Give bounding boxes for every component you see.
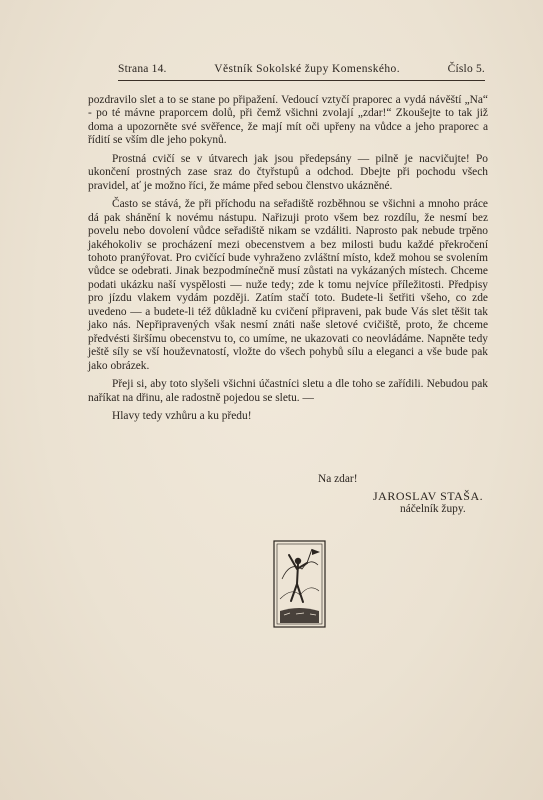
closing-greeting: Na zdar!	[318, 473, 358, 485]
paragraph: pozdravilo slet a to se stane po připažení. Vedoucí vztyčí praporec a vydá návěští „Na“ - po té mávne praporcem dolů, při čemž všichni zvolají „zdar!“ Zkoušejte to tak již doma a upozorněte své svěřence, že mají mít oči upřeny na vůdce a jeho praporec a řídití se vším dle jeho pokynů.	[88, 94, 488, 147]
issue-number: Číslo 5.	[447, 63, 485, 75]
running-header	[118, 63, 485, 81]
signature-role: náčelník župy.	[400, 503, 466, 515]
paragraph: Přeji si, aby toto slyšeli všichni účastníci sletu a dle toho se zařídili. Nebudou pak naříkat na dřinu, ale radostně pojedou se sletu. —	[88, 378, 488, 404]
paragraph: Často se stává, že při příchodu na seřadiště rozběhnou se všichni a mnoho práce dá pak shánění k novému nástupu. Nařizuji proto všem bez rozdílu, že nesmí bez povelu nebo dovolení vůdce seřadiště nikam se vzdáliti. Naprosto pak nebude trpěno jakéhokoliv se procházení mezi obecenstvem a bez milosti budu každé překročení tohoto pranýřovat. Pro cvičící bude vyhraženo zvláštní místo, kdež mohou se svolením vůdce se odebrati. Jinak bezpodmínečně musí zůstati na vykázaných místech. Chceme podati ukázku naší vyspělosti — nuže tedy; zde k tomu nejvíce příležitosti. Předpisy pro jízdu vlakem vydám později. Zatím stačí toto. Budete-li šetřiti všeho, co zde uvedeno — a budete-li též důkladně ku cvičení připraveni, pak bude Vás slet těšit tak jako nás. Nepřipravených však nesmí znáti naše sletové cvičiště, proto, že chceme předvésti širšímu obecenstvu to, co umíme, ne ukazovati co neovládáme. Napněte tedy ještě síly se vší houževnatostí, vložte do všech pohybů sílu a eleganci a vše bude pak jako obrázek.	[88, 198, 488, 372]
paragraph: Hlavy tedy vzhůru a ku předu!	[112, 409, 252, 422]
sokol-gymnast-icon	[272, 539, 327, 629]
signature-name: JAROSLAV STAŠA.	[373, 489, 484, 503]
page-number: Strana 14.	[118, 63, 167, 75]
journal-title: Věstník Sokolské župy Komenského.	[214, 63, 400, 75]
paragraph: Prostná cvičí se v útvarech jak jsou předepsány — pilně je nacvičujte! Po ukončení prostných zase sraz do čtyřstupů a odchod. Dbejte při pochodu všech pravidel, ať je možno říci, že máme před sebou členstvo ukázněné.	[88, 152, 488, 192]
article-body	[88, 94, 488, 425]
